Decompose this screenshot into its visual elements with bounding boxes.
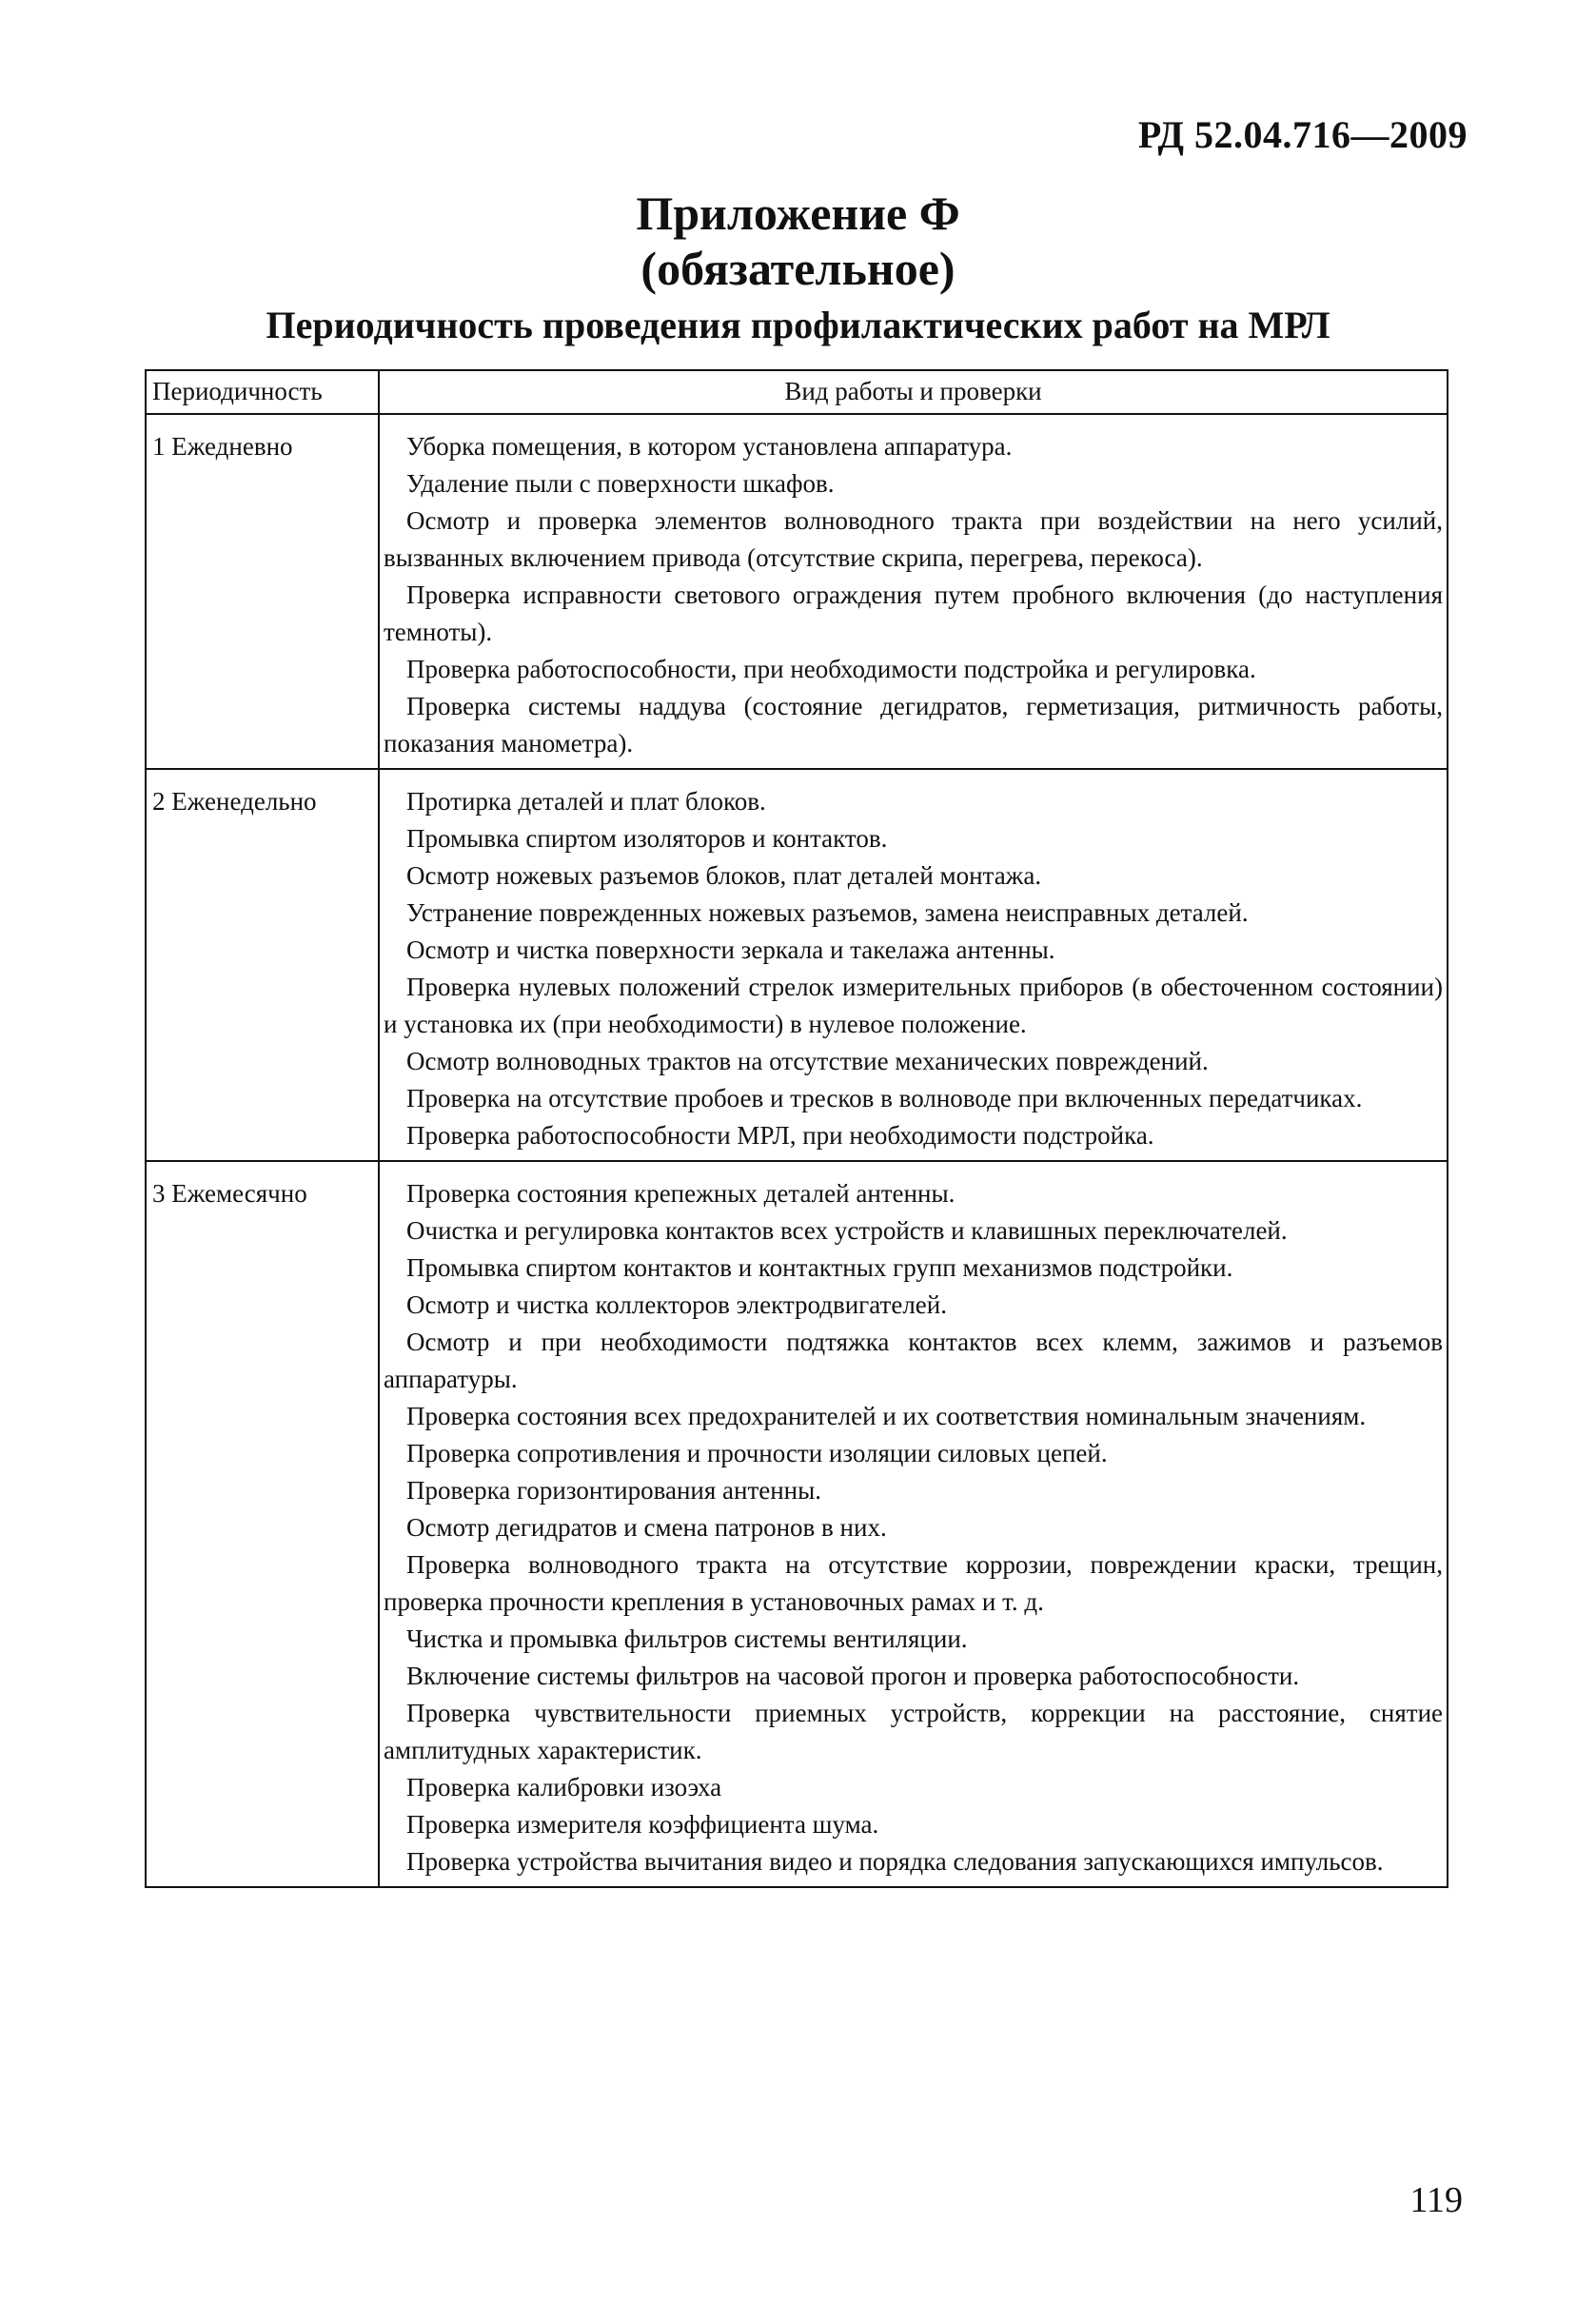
appendix-subtitle: (обязательное) — [640, 242, 956, 295]
work-list-cell — [379, 769, 1448, 1161]
period-cell: 2 Еженедельно — [146, 769, 379, 1161]
work-item: Проверка измерителя коэффициента шума. — [406, 1810, 879, 1839]
work-item: Осмотр ножевых разъемов блоков, плат деталей монтажа. — [406, 861, 1042, 890]
work-item: Проверка состояния крепежных деталей антенны. — [406, 1179, 956, 1208]
work-item: Проверка работоспособности, при необходимости подстройка и регулировка. — [406, 655, 1256, 683]
work-item: Проверка горизонтирования антенны. — [406, 1476, 822, 1505]
work-item: Осмотр и чистка коллекторов электродвигателей. — [406, 1290, 947, 1319]
work-item: Проверка сопротивления и прочности изоляции силовых цепей. — [406, 1439, 1108, 1467]
work-item: Осмотр и чистка поверхности зеркала и такелажа антенны. — [406, 935, 1055, 964]
work-item: Устранение поврежденных ножевых разъемов, замена неисправных деталей. — [406, 898, 1249, 927]
work-item: Включение системы фильтров на часовой прогон и проверка работоспособности. — [406, 1662, 1300, 1690]
period-cell: 1 Ежедневно — [146, 414, 379, 769]
work-item: Осмотр и проверка элементов волноводного тракта при воздействии на него усилий, вызванных включением привода (отсутствие скрипа, перегрева, перекоса). — [384, 506, 1443, 572]
work-item: Промывка спиртом контактов и контактных групп механизмов подстройки. — [406, 1253, 1233, 1282]
work-item: Проверка устройства вычитания видео и порядка следования запускающихся импульсов. — [406, 1847, 1384, 1876]
work-item: Промывка спиртом изоляторов и контактов. — [406, 824, 888, 853]
appendix-title: Приложение Ф — [636, 187, 960, 240]
work-item: Протирка деталей и плат блоков. — [406, 787, 766, 816]
period-cell: 3 Ежемесячно — [146, 1161, 379, 1887]
maintenance-schedule-table — [145, 369, 1448, 1888]
work-item: Проверка исправности светового ограждения путем пробного включения (до наступления темноты). — [384, 581, 1443, 646]
work-item: Проверка волноводного тракта на отсутствие коррозии, повреждении краски, трещин, проверка прочности крепления в установочных рамах и т. д. — [384, 1550, 1443, 1616]
work-item: Чистка и промывка фильтров системы вентиляции. — [406, 1624, 968, 1653]
work-item: Проверка работоспособности МРЛ, при необходимости подстройка. — [406, 1121, 1154, 1150]
work-item: Проверка нулевых положений стрелок измерительных приборов (в обесточенном состоянии) и установка их (при необходимости) в нулевое положение. — [384, 973, 1443, 1038]
work-item: Проверка чувствительности приемных устройств, коррекции на расстояние, снятие амплитудных характеристик. — [384, 1699, 1443, 1764]
work-item: Осмотр дегидратов и смена патронов в них. — [406, 1513, 887, 1542]
table-row — [146, 414, 1448, 769]
header-work: Вид работы и проверки — [379, 370, 1448, 414]
header-row — [146, 370, 1448, 414]
work-item: Уборка помещения, в котором установлена аппаратура. — [406, 432, 1013, 461]
document-code: РД 52.04.716—2009 — [1137, 113, 1468, 156]
table-header — [146, 370, 1448, 414]
work-item: Проверка системы наддува (состояние дегидратов, герметизация, ритмичность работы, показания манометра). — [384, 692, 1443, 758]
work-item: Удаление пыли с поверхности шкафов. — [406, 469, 835, 498]
work-item: Осмотр и при необходимости подтяжка контактов всех клемм, зажимов и разъемов аппаратуры. — [384, 1328, 1443, 1393]
work-item: Осмотр волноводных трактов на отсутствие механических повреждений. — [406, 1047, 1209, 1075]
work-list-cell — [379, 1161, 1448, 1887]
table-row — [146, 769, 1448, 1161]
work-item: Проверка калибровки изоэха — [406, 1773, 722, 1801]
work-list-cell — [379, 414, 1448, 769]
table-title: Периодичность проведения профилактических работ на МРЛ — [266, 304, 1330, 346]
work-item: Проверка состояния всех предохранителей и их соответствия номинальным значениям. — [406, 1402, 1367, 1430]
table-row — [146, 1161, 1448, 1887]
work-item: Очистка и регулировка контактов всех устройств и клавишных переключателей. — [406, 1216, 1288, 1245]
work-item: Проверка на отсутствие пробоев и тресков в волноводе при включенных передатчиках. — [406, 1084, 1363, 1112]
page-number: 119 — [1409, 2180, 1463, 2220]
table-body — [146, 414, 1448, 1887]
header-period: Периодичность — [146, 370, 379, 414]
